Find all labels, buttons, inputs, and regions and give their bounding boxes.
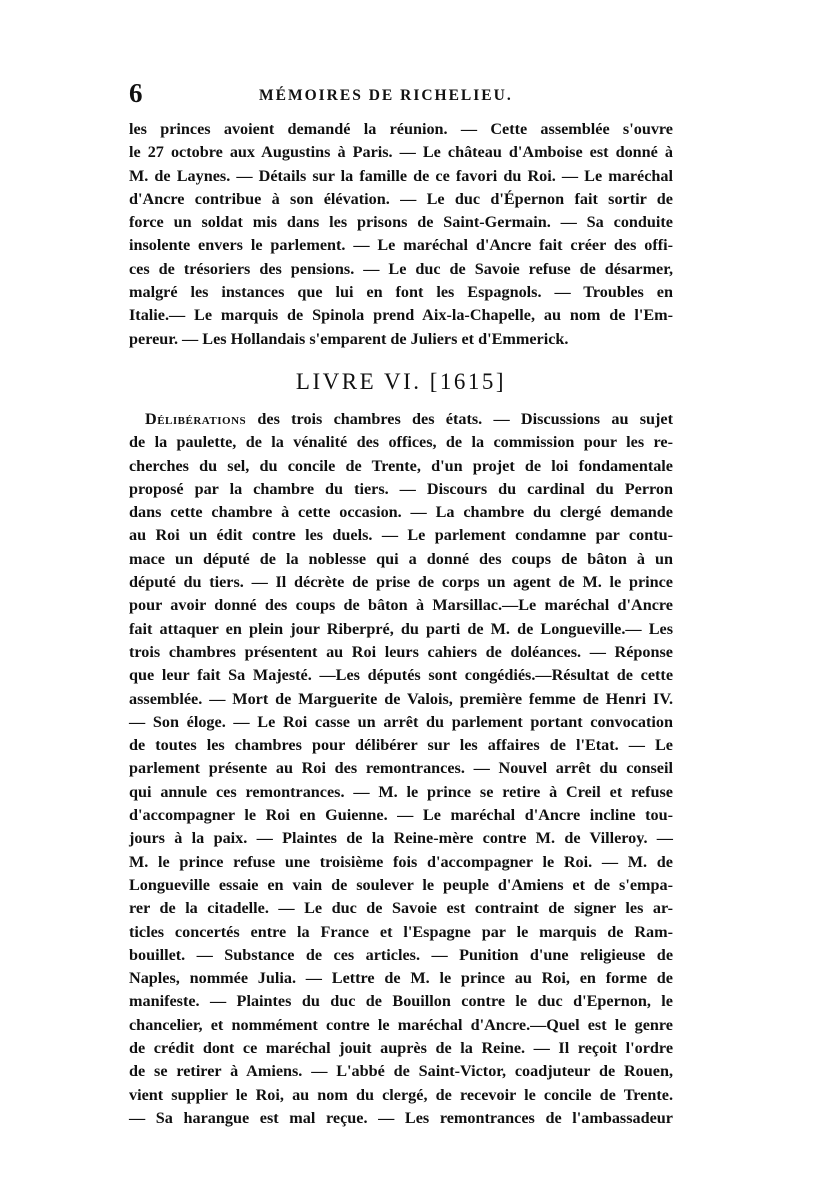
text-line: fait attaquer en plein jour Riberpré, du parti de M. de Longueville.— Les xyxy=(129,619,673,638)
text-line: Longueville essaie en vain de soulever le peuple d'Amiens et de s'empa- xyxy=(129,875,673,894)
text-line: insolente envers le parlement. — Le maréchal d'Ancre fait créer des offi- xyxy=(129,236,673,255)
lead-word: Délibérations xyxy=(145,409,247,428)
text-line: cherches du sel, du concile de Trente, d'un projet de loi fondamentale xyxy=(129,456,673,475)
text-line: chancelier, et nommément contre le maréchal d'Ancre.—Quel est le genre xyxy=(129,1015,673,1034)
text-line: mace un député de la noblesse qui a donné des coups de bâton à un xyxy=(129,549,673,568)
text-line: pour avoir donné des coups de bâton à Marsillac.—Le maréchal d'Ancre xyxy=(129,596,673,615)
text-line: que leur fait Sa Majesté. —Les députés sont congédiés.—Résultat de cette xyxy=(129,666,673,685)
text-line: jours à la paix. — Plaintes de la Reine-mère contre M. de Villeroy. — xyxy=(129,829,673,848)
running-head xyxy=(129,78,673,118)
text-line: député du tiers. — Il décrète de prise de corps un agent de M. le prince xyxy=(129,573,673,592)
book-summary xyxy=(129,408,673,1130)
text-line: de toutes les chambres pour délibérer sur les affaires de l'Etat. — Le xyxy=(129,736,673,755)
text-line: — Son éloge. — Le Roi casse un arrêt du parlement portant convocation xyxy=(129,712,673,731)
text-line xyxy=(129,408,673,431)
text-line: rer de la citadelle. — Le duc de Savoie est contraint de signer les ar- xyxy=(129,899,673,918)
text-line: trois chambres présentent au Roi leurs cahiers de doléances. — Réponse xyxy=(129,642,673,661)
text-line: manifeste. — Plaintes du duc de Bouillon contre le duc d'Epernon, le xyxy=(129,992,673,1011)
text-line: d'Ancre contribue à son élévation. — Le duc d'Épernon fait sortir de xyxy=(129,189,673,208)
text-line: de crédit dont ce maréchal jouit auprès de la Reine. — Il reçoit l'ordre xyxy=(129,1038,673,1057)
text-line: de se retirer à Amiens. — L'abbé de Saint-Victor, coadjuteur de Rouen, xyxy=(129,1062,673,1081)
text-line: — Sa harangue est mal reçue. — Les remontrances de l'ambassadeur xyxy=(129,1108,673,1127)
text-line: ces de trésoriers des pensions. — Le duc de Savoie refuse de désarmer, xyxy=(129,259,673,278)
text-line: les princes avoient demandé la réunion. — Cette assemblée s'ouvre xyxy=(129,120,673,138)
previous-chapter-summary xyxy=(129,118,673,351)
running-title: MÉMOIRES DE RICHELIEU. xyxy=(259,87,513,104)
text-line: Naples, nommée Julia. — Lettre de M. le prince au Roi, en forme de xyxy=(129,969,673,988)
text-line: d'accompagner le Roi en Guienne. — Le maréchal d'Ancre incline tou- xyxy=(129,806,673,825)
book-page xyxy=(129,78,673,1130)
text-line: au Roi un édit contre les duels. — Le parlement condamne par contu- xyxy=(129,526,673,545)
text-line: assemblée. — Mort de Marguerite de Valois, première femme de Henri IV. xyxy=(129,689,673,708)
page-number: 6 xyxy=(129,78,143,108)
text-line: pereur. — Les Hollandais s'emparent de Juliers et d'Emmerick. xyxy=(129,329,569,348)
text-line: proposé par la chambre du tiers. — Discours du cardinal du Perron xyxy=(129,479,673,498)
lead-line-rest: des trois chambres des états. — Discussions au sujet xyxy=(246,409,673,428)
text-line: vient supplier le Roi, au nom du clergé, de recevoir le concile de Trente. xyxy=(129,1085,673,1104)
book-heading: LIVRE VI. [1615] xyxy=(295,368,507,394)
text-line: Italie.— Le marquis de Spinola prend Aix-la-Chapelle, au nom de l'Em- xyxy=(129,306,673,325)
text-line: ticles concertés entre la France et l'Espagne par le marquis de Ram- xyxy=(129,922,673,941)
text-line: M. le prince refuse une troisième fois d'accompagner le Roi. — M. de xyxy=(129,852,673,871)
text-line: malgré les instances que lui en font les Espagnols. — Troubles en xyxy=(129,283,673,302)
text-line: M. de Laynes. — Détails sur la famille de ce favori du Roi. — Le maréchal xyxy=(129,166,673,185)
text-line: bouillet. — Substance de ces articles. — Punition d'une religieuse de xyxy=(129,945,673,964)
text-line: parlement présente au Roi des remontrances. — Nouvel arrêt du conseil xyxy=(129,759,673,778)
text-line: le 27 octobre aux Augustins à Paris. — Le château d'Amboise est donné à xyxy=(129,143,673,162)
text-line: de la paulette, de la vénalité des offices, de la commission pour les re- xyxy=(129,433,673,452)
text-line: dans cette chambre à cette occasion. — La chambre du clergé demande xyxy=(129,503,673,522)
text-line: qui annule ces remontrances. — M. le prince se retire à Creil et refuse xyxy=(129,782,673,801)
text-line: force un soldat mis dans les prisons de Saint-Germain. — Sa conduite xyxy=(129,213,673,232)
